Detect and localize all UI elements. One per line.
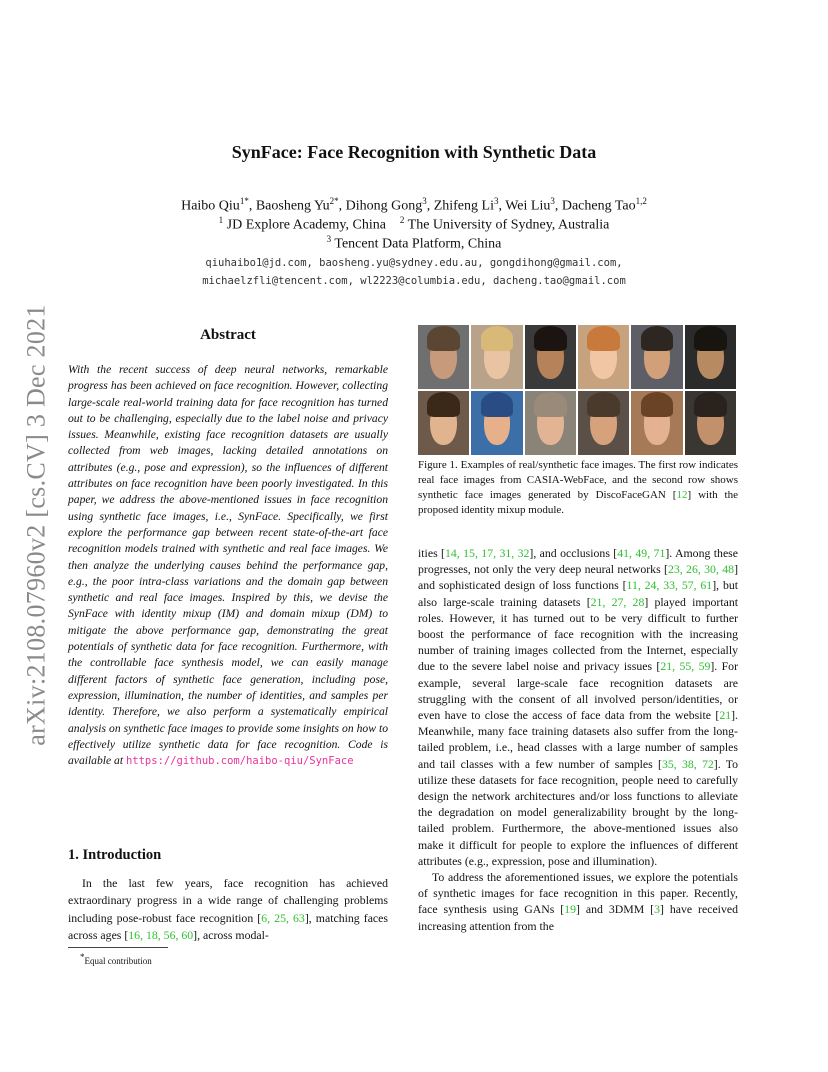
citation-link[interactable]: 14, 15, 17, 31, 32 bbox=[445, 546, 530, 560]
abstract-body bbox=[68, 362, 388, 769]
code-link[interactable]: https://github.com/haibo-qiu/SynFace bbox=[125, 755, 354, 768]
real-face-image bbox=[471, 325, 522, 389]
hair-shape bbox=[481, 392, 514, 416]
intro-text: In the last few years, face recognition has achieved extraordinary progress in a wide range of challenging problems including pose-robust face recognition [ bbox=[68, 876, 388, 925]
hair-shape bbox=[694, 392, 727, 416]
author-name: Dihong Gong bbox=[345, 198, 423, 214]
author-name: Dacheng Tao bbox=[561, 198, 636, 214]
synthetic-face-image bbox=[578, 391, 629, 455]
real-face-image bbox=[525, 325, 576, 389]
body-paragraph bbox=[418, 545, 738, 869]
body-text: ]. To utilize these datasets for face recognition, people need to carefully design the network architectures and/or loss functions to alleviate the degradation on model generalizability brought by the long-tailed problem. Furthermore, the above-mentioned issues also make it difficult for people to explore the influences of different attributes (e.g., expression, pose and illumination). bbox=[418, 756, 738, 868]
face-image-grid bbox=[418, 325, 736, 455]
citation-link[interactable]: 6, 25, 63 bbox=[261, 910, 305, 925]
real-face-image bbox=[578, 325, 629, 389]
citation-link[interactable]: 41, 49, 71 bbox=[617, 546, 666, 560]
body-paragraph bbox=[418, 869, 738, 934]
author-name: Wei Liu bbox=[505, 198, 551, 214]
body-text: ] have received increasing attention from the bbox=[418, 902, 738, 933]
citation-link[interactable]: 12 bbox=[676, 489, 688, 501]
caption-text: Figure 1. Examples of real/synthetic face images. The first row indicates real face images from CASIA-WebFace, and the second row shows synthetic face images generated by DiscoFaceGAN [ bbox=[418, 459, 738, 501]
body-text: ] and 3DMM [ bbox=[576, 902, 655, 917]
author-name: Zhifeng Li bbox=[433, 198, 494, 214]
intro-text: ], matching faces across ages [ bbox=[68, 910, 388, 942]
body-text: ] and sophisticated design of loss functions [ bbox=[418, 562, 738, 593]
hair-shape bbox=[427, 326, 460, 350]
real-face-image bbox=[418, 325, 469, 389]
author-name: Haibo Qiu bbox=[181, 198, 240, 214]
author-affiliation-marker: 3 bbox=[422, 196, 427, 206]
synthetic-face-image bbox=[525, 391, 576, 455]
body-text: ]. For example, several large-scale face recognition datasets are struggling with the consent of all involved person/identities, or even have to close the access of face data from the website [ bbox=[418, 659, 739, 723]
affiliations-line-2 bbox=[0, 234, 828, 253]
hair-shape bbox=[641, 392, 674, 416]
intro-heading: 1. Introduction bbox=[68, 847, 162, 863]
author-affiliation-marker: 1* bbox=[239, 196, 249, 206]
hair-shape bbox=[481, 326, 514, 350]
hair-shape bbox=[587, 326, 620, 350]
synthetic-face-image bbox=[418, 391, 469, 455]
author-affiliation-marker: 3 bbox=[550, 196, 555, 206]
synthetic-face-image bbox=[631, 391, 682, 455]
body-text: ]. Among these progresses, not only the very deep neural networks [ bbox=[418, 546, 739, 577]
body-text: ities [ bbox=[418, 546, 445, 560]
abstract-text: With the recent success of deep neural networks, remarkable progress has been achieved on face recognition. However, collecting large-scale real-world training data for face recognition has turned out to be challenging, especially due to the label noise and privacy issues. Meanwhile, existing face recognition datasets are usually collected from web images, lacking detailed annotations on attributes (e.g., pose and expression), so the influences of different attributes on face recognition have been poorly investigated. In this paper, we address the above-mentioned issues in face recognition using synthetic face images, i.e., SynFace. Specifically, we first explore the performance gap between recent state-of-the-art face recognition models trained with synthetic and real face images. We then analyze the underlying causes behind the performance gap, e.g., the poor intra-class variations and the domain gap between synthetic and real face images. Inspired by this, we devise the SynFace with identity mixup (IM) and domain mixup (DM) to mitigate the above performance gap, demonstrating the great potentials of synthetic data for face recognition. Furthermore, with the controllable face synthesis model, we can easily manage different factors of synthetic face generation, including pose, expression, illumination, the number of identities, and samples per identity. Therefore, we also perform a systematically empirical analysis on synthetic face images to provide some insights on how to effectively utilize synthetic data for face recognition. Code is available at bbox=[68, 363, 388, 768]
right-column-body bbox=[418, 545, 738, 934]
affiliation-text: Tencent Data Platform, China bbox=[334, 236, 502, 252]
hair-shape bbox=[534, 392, 567, 416]
citation-link[interactable]: 19 bbox=[564, 902, 577, 917]
author-affiliation-marker: 1,2 bbox=[635, 196, 647, 206]
footnote-marker: * bbox=[80, 952, 85, 962]
hair-shape bbox=[587, 392, 620, 416]
affiliation-marker: 2 bbox=[399, 215, 405, 225]
author-affiliation-marker: 3 bbox=[493, 196, 499, 206]
emails-line-1: qiuhaibo1@jd.com, baosheng.yu@sydney.edu.au, gongdihong@gmail.com, bbox=[205, 257, 623, 269]
affiliation-marker: 3 bbox=[326, 234, 332, 244]
synthetic-face-image bbox=[685, 391, 736, 455]
citation-link[interactable]: 16, 18, 56, 60 bbox=[128, 927, 194, 942]
author-affiliation-marker: 2* bbox=[329, 196, 339, 206]
citation-link[interactable]: 21, 27, 28 bbox=[590, 594, 645, 609]
intro-paragraph bbox=[68, 875, 388, 944]
author-name: Baosheng Yu bbox=[255, 198, 330, 214]
body-text: ], and occlusions [ bbox=[529, 546, 618, 560]
citation-link[interactable]: 21, 55, 59 bbox=[660, 659, 711, 674]
author-list: Haibo Qiu$^{1*}$, Baosheng $Yu^{2*}$, Dihong Gong$^3$, Zhifeng Li$^3$, Wei Liu$^3$, Dacheng Tao$^{1,2}$ bbox=[181, 196, 647, 214]
hair-shape bbox=[534, 326, 567, 350]
citation-link[interactable]: 3 bbox=[654, 902, 660, 917]
real-face-image bbox=[685, 325, 736, 389]
caption-text: ] with the proposed identity mixup module. bbox=[418, 489, 738, 516]
footnote-divider bbox=[68, 947, 168, 948]
affiliations-line-1 bbox=[0, 215, 828, 234]
abstract-heading: Abstract bbox=[200, 327, 256, 343]
affiliation-text: JD Explore Academy, China bbox=[223, 217, 386, 233]
body-text: ], but also large-scale training datasets [ bbox=[418, 578, 739, 609]
citation-link[interactable]: 23, 26, 30, 48 bbox=[667, 562, 735, 577]
emails-line-2: michaelzfli@tencent.com, wl2223@columbia.edu, dacheng.tao@gmail.com bbox=[202, 275, 626, 287]
arxiv-stamp: arXiv:2108.07960v2 [cs.CV] 3 Dec 2021 bbox=[22, 304, 52, 746]
intro-text: ], across modal- bbox=[193, 927, 269, 942]
paper-title: SynFace: Face Recognition with Synthetic Data bbox=[231, 142, 597, 162]
footnote bbox=[80, 952, 152, 966]
figure-caption bbox=[418, 458, 738, 518]
hair-shape bbox=[694, 326, 727, 350]
citation-link[interactable]: 35, 38, 72 bbox=[661, 756, 714, 771]
hair-shape bbox=[641, 326, 674, 350]
affiliation-text: The University of Sydney, Australia bbox=[404, 217, 610, 233]
body-text: ] played important roles. However, it has turned out to be very difficult to further boost the performance of face recognition with the increasing number of training images collected from the Internet, especially due to the severe label noise and privacy issues [ bbox=[418, 594, 739, 674]
citation-link[interactable]: 21 bbox=[719, 708, 732, 723]
hair-shape bbox=[427, 392, 460, 416]
footnote-text: Equal contribution bbox=[84, 956, 152, 966]
real-face-image bbox=[631, 325, 682, 389]
affiliation-marker: 1 bbox=[218, 215, 224, 225]
citation-link[interactable]: 11, 24, 33, 57, 61 bbox=[626, 578, 713, 593]
synthetic-face-image bbox=[471, 391, 522, 455]
body-text: To address the aforementioned issues, we explore the potentials of synthetic images for face recognition in this paper. Recently, face synthesis using GANs [ bbox=[418, 870, 738, 917]
body-text: ]. Meanwhile, many face training datasets also suffer from the long-tailed problem, i.e., head classes with a large number of samples and tail classes with a few number of samples [ bbox=[418, 708, 738, 771]
